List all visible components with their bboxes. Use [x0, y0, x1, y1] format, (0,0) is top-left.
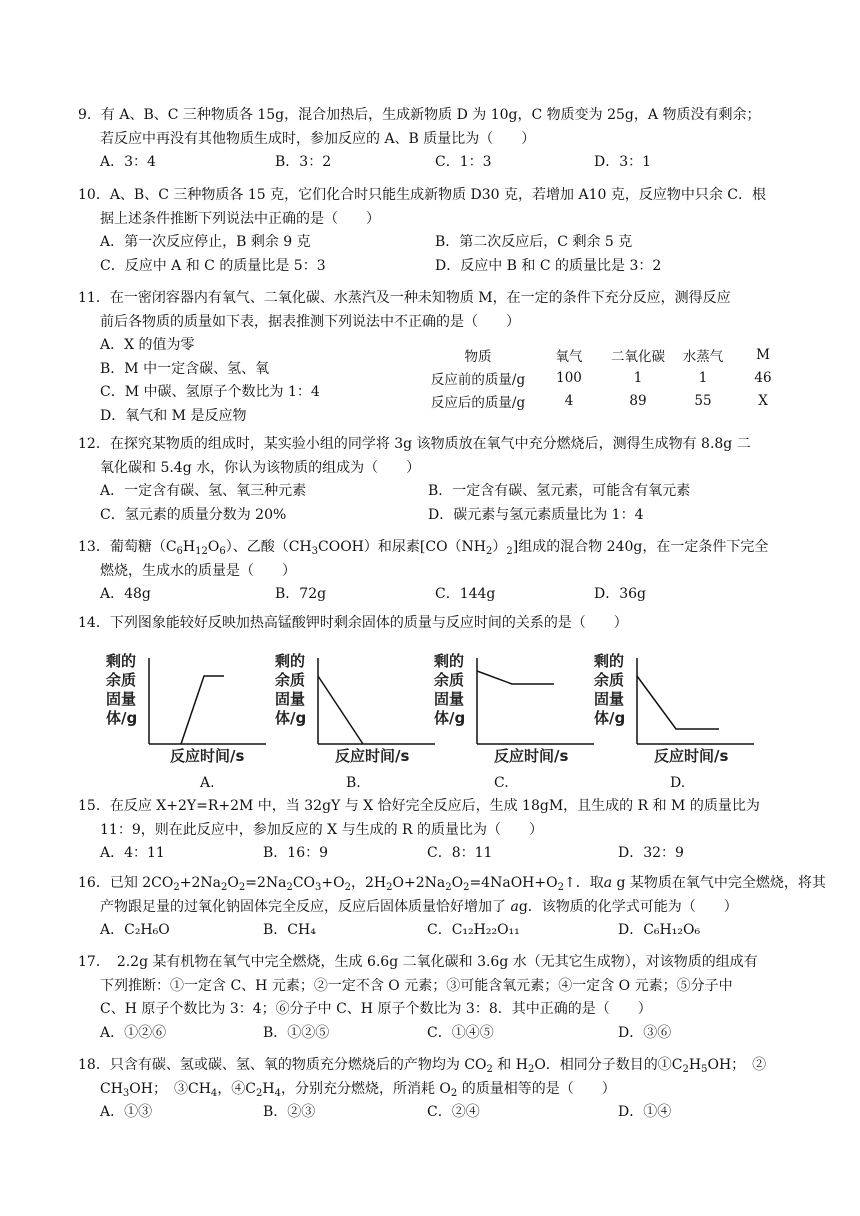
option-b: B．3：2 [275, 154, 332, 170]
table-cell: 1 [633, 369, 643, 386]
option-a: A．48g [100, 586, 151, 602]
question-text: 18．只含有碳、氢或碳、氢、氧的物质充分燃烧后的产物均为 $CO_2$ 和 $H_2O$．相同分子数目的$①C_2H_5OH$； ② [78, 1057, 767, 1075]
table-row [422, 389, 792, 412]
table-cell: 100 [556, 369, 582, 386]
option-b: B．M 中一定含碳、氢、氧 [100, 360, 270, 377]
graph-c-letter: C. [494, 775, 509, 791]
question-14 [78, 612, 798, 636]
question-9 [78, 104, 798, 175]
table-cell: 反应后的质量/g [430, 394, 526, 411]
option-c: C．8：11 [427, 845, 493, 861]
option-d: D．氧气和 M 是反应物 [100, 407, 247, 424]
table-header: M [756, 346, 770, 363]
question-18 [78, 1054, 798, 1125]
question-text: 据上述条件推断下列说法中正确的是（ ） [100, 210, 380, 227]
option-a: A．4：11 [100, 845, 165, 861]
option-a: A．第一次反应停止，B 剩余 9 克 [100, 234, 311, 250]
option-b: B．②③ [263, 1104, 316, 1120]
question-text: 产物跟足量的过氧化钠固体完全反应，反应后固体质量恰好增加了 ag．该物质的化学式可能为（ ） [100, 898, 738, 915]
table-cell: 55 [694, 392, 712, 409]
table-cell: 46 [754, 369, 772, 386]
option-a: A．C₂H₆O [100, 922, 170, 938]
table-header: 物质 [464, 348, 492, 365]
graph-a [106, 652, 276, 772]
question-text: 11．在一密闭容器内有氧气、二氧化碳、水蒸汽及一种未知物质 M，在一定的条件下充分反应，测得反应 [78, 290, 731, 306]
graph-a-letter: A. [200, 775, 215, 791]
table-header: 氧气 [555, 348, 583, 365]
table-header-row [422, 343, 792, 366]
mass-table [422, 343, 792, 412]
option-a: A．①③ [100, 1104, 153, 1120]
question-text: 14．下列图象能较好反映加热高锰酸钾时剩余固体的质量与反应时间的关系的是（ ） [78, 615, 628, 631]
question-text: 11：9，则在此反应中，参加反应的 X 与生成的 R 的质量比为（ ） [100, 821, 544, 838]
question-16 [78, 872, 826, 943]
question-text: 9．有 A、B、C 三种物质各 15g，混合加热后，生成新物质 D 为 10g，C 物质变为 25g，A 物质没有剩余； [78, 107, 761, 123]
option-d: D．碳元素与氢元素质量比为 1：4 [428, 506, 644, 523]
graph-y-label: 剩的 余质 固量 体/g [434, 652, 466, 727]
option-a: A．一定含有碳、氢、氧三种元素 [100, 483, 307, 499]
table-cell: X [758, 392, 768, 409]
option-c: C．1：3 [435, 154, 492, 170]
graph-y-label: 剩的 余质 固量 体/g [275, 652, 307, 727]
question-text: 氧化碳和 5.4g 水，你认为该物质的组成为（ ） [100, 459, 421, 476]
question-12 [78, 433, 798, 527]
option-d: D．32：9 [618, 845, 684, 861]
question-text: 燃烧，生成水的质量是（ ） [100, 562, 296, 579]
graph-b-letter: B. [346, 775, 361, 791]
question-text: 16．已知 $2CO_2+2Na_2O_2=2Na_2CO_3+O_2$，$2H_2O+2Na_2O_2=4NaOH+O_2↑$．取a g 某物质在氧气中完全燃烧，将其 [78, 875, 826, 893]
question-text: 17． 2.2g 某有机物在氧气中完全燃烧，生成 6.6g 二氧化碳和 3.6g 水（无其它生成物），对该物质的组成有 [78, 954, 758, 970]
table-cell: 4 [564, 392, 574, 409]
graph-x-label: 反应时间/s [494, 747, 569, 765]
option-b: B．①②⑤ [263, 1024, 330, 1041]
option-c: C．反应中 A 和 C 的质量比是 5：3 [100, 257, 326, 274]
question-text: 10．A、B、C 三种物质各 15 克，它们化合时只能生成新物质 D30 克，若增加 A10 克，反应物中只余 C．根 [78, 187, 767, 203]
question-text: 前后各物质的质量如下表，据表推测下列说法中不正确的是（ ） [100, 313, 520, 330]
table-cell: 1 [698, 369, 708, 386]
graph-y-label: 剩的 余质 固量 体/g [106, 652, 138, 727]
table-header: 二氧化碳 [611, 348, 665, 365]
option-a: A．X 的值为零 [100, 337, 195, 353]
graph-b [275, 652, 445, 772]
option-c: C．②④ [427, 1104, 480, 1120]
question-text: 下列推断：①一定含 C、H 元素；②一定不含 O 元素；③可能含氧元素；④一定含 O 元素；⑤分子中 [100, 977, 733, 994]
option-c: C．144g [435, 586, 496, 602]
graph-d [594, 652, 764, 772]
option-c: C．C₁₂H₂₂O₁₁ [427, 922, 520, 938]
option-d: D．3：1 [594, 154, 652, 170]
option-c: C．氢元素的质量分数为 20% [100, 506, 287, 523]
question-text: $CH_3OH$； $③CH_4$，$④C_2H_4$，分别充分燃烧，所消耗 $O_2$ 的质量相等的是（ ） [100, 1080, 616, 1099]
graph-c [434, 652, 604, 772]
table-cell: 反应前的质量/g [430, 371, 526, 388]
question-text: 若反应中再没有其他物质生成时，参加反应的 A、B 质量比为（ ） [100, 130, 536, 147]
question-text: 12．在探究某物质的组成时，某实验小组的同学将 3g 该物质放在氧气中充分燃烧后，测得生成物有 8.8g 二 [78, 436, 751, 452]
graph-x-label: 反应时间/s [170, 747, 245, 765]
option-d: D．36g [594, 586, 647, 602]
option-b: B．16：9 [263, 845, 329, 861]
option-b: B．CH₄ [263, 922, 316, 938]
question-10 [78, 184, 798, 278]
option-d: D．③⑥ [618, 1024, 672, 1041]
question-text: 15．在反应 X+2Y=R+2M 中，当 32gY 与 X 恰好完全反应后，生成 18gM，且生成的 R 和 M 的质量比为 [78, 798, 760, 814]
question-text: C、H 原子个数比为 3：4；⑥分子中 C、H 原子个数比为 3：8．其中正确的是（ ） [100, 1001, 652, 1017]
table-cell: 89 [629, 392, 647, 409]
option-d: D．C₆H₁₂O₆ [618, 922, 701, 938]
question-15 [78, 795, 798, 866]
option-b: B．72g [275, 586, 327, 602]
graph-d-letter: D. [670, 775, 686, 791]
option-b: B．一定含有碳、氢元素，可能含有氧元素 [428, 483, 691, 499]
question-13 [78, 536, 798, 607]
option-d: D．①④ [618, 1104, 672, 1120]
table-header: 水蒸气 [682, 348, 724, 365]
graph-x-label: 反应时间/s [335, 747, 410, 765]
option-b: B．第二次反应后，C 剩余 5 克 [435, 234, 633, 250]
graph-x-label: 反应时间/s [654, 747, 729, 765]
option-c: C．①④⑤ [427, 1024, 494, 1041]
option-c: C．M 中碳、氢原子个数比为 1：4 [100, 384, 320, 400]
question-17 [78, 951, 798, 1045]
graph-y-label: 剩的 余质 固量 体/g [594, 652, 626, 727]
question-text: 13．葡萄糖$(C_6H_{12}O_6)$、乙酸$(CH_3COOH)$和尿素$[CO(NH_2)_2]$组成的混合物 240g，在一定条件下完全 [78, 539, 769, 557]
option-d: D．反应中 B 和 C 的质量比是 3：2 [435, 257, 662, 274]
table-row [422, 366, 792, 389]
option-a: A．①②⑥ [100, 1024, 167, 1041]
option-a: A．3：4 [100, 154, 156, 170]
